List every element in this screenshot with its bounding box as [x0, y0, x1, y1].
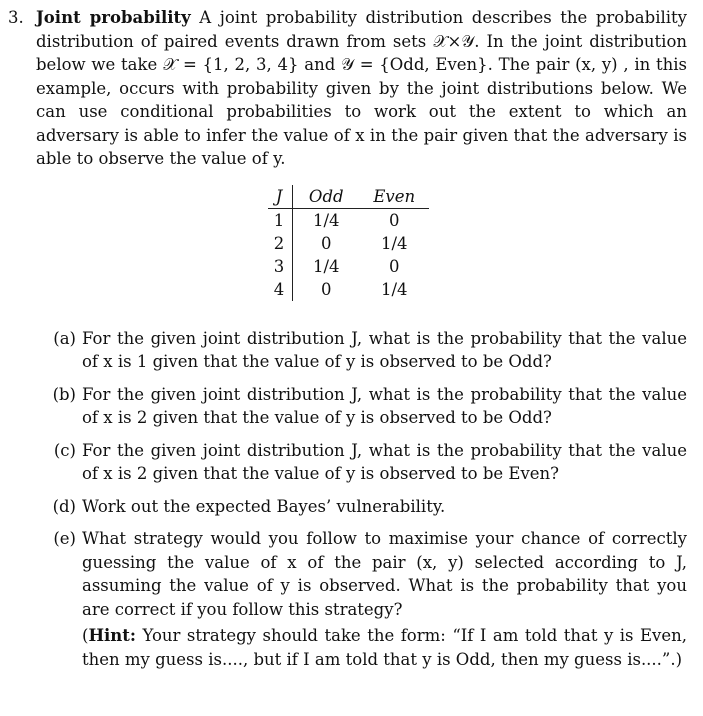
joint-distribution-table: [268, 185, 430, 301]
part-text: For the given joint distribution J, what is the probability that the value of x is 1 given that the value of y is observed to be Odd?: [82, 328, 687, 371]
joint-table-wrap: [36, 185, 687, 301]
row-x: 2: [268, 232, 293, 255]
cell-even: 1/4: [380, 233, 408, 253]
problem-title: Joint probability: [36, 8, 191, 27]
cell-even: 0: [389, 256, 400, 276]
part-a: [36, 327, 687, 374]
part-text: For the given joint distribution J, what is the probability that the value of x is 2 given that the value of y is observed to be Odd?: [82, 384, 687, 427]
row-x: 1: [268, 208, 293, 232]
part-label: (b): [52, 384, 76, 404]
cell-odd: 0: [321, 279, 332, 299]
hint-open: (: [82, 626, 89, 645]
part-text: Work out the expected Bayes’ vulnerability.: [82, 496, 446, 516]
table-row: [268, 255, 430, 278]
table-corner: J: [268, 185, 293, 209]
question-parts: [36, 327, 687, 672]
hint-text: Your strategy should take the form: “If I am told that y is Even, then my guess is...., but if I am told that y is Odd, then my guess is....”.): [82, 626, 687, 669]
problem-intro: [36, 6, 687, 171]
cell-odd: 0: [321, 233, 332, 253]
table-row: [268, 232, 430, 255]
problem-body: [36, 6, 687, 680]
part-b: [36, 383, 687, 430]
column-header-even: Even: [359, 185, 429, 209]
problem-intro-text: A joint probability distribution describes the probability distribution of paired events drawn from sets 𝒳×𝒴. In the joint distribution below we take 𝒳 = {1, 2, 3, 4} and 𝒴 = {Odd, Even}. The pair (x, y) , in this example, occurs with probability given by the joint distributions below. We can use conditional probabilities to work out the extent to which an adversary is able to infer the value of x in the pair given that the adversary is able to observe the value of y.: [36, 8, 687, 168]
row-x: 3: [268, 255, 293, 278]
table-header-row: [268, 185, 430, 209]
hint: [82, 624, 687, 671]
problem: [8, 6, 687, 680]
part-text: [82, 527, 687, 671]
part-label: (a): [53, 328, 76, 348]
part-c: [36, 439, 687, 486]
cell-even: 0: [389, 210, 400, 230]
table-row: [268, 278, 430, 301]
cell-even: 1/4: [380, 279, 408, 299]
part-e: [36, 527, 687, 671]
problem-number: 3.: [8, 8, 24, 27]
row-x: 4: [268, 278, 293, 301]
part-e-question: What strategy would you follow to maximise your chance of correctly guessing the value of x of the pair (x, y) selected according to J, assuming the value of y is observed. What is the probability that you are correct if you follow this strategy?: [82, 529, 687, 619]
column-header-odd: Odd: [293, 185, 360, 209]
table-row: [268, 208, 430, 232]
cell-odd: 1/4: [312, 256, 340, 276]
part-label: (c): [53, 440, 76, 460]
hint-label: Hint:: [88, 626, 137, 645]
cell-odd: 1/4: [312, 210, 340, 230]
part-d: [36, 495, 687, 519]
part-text: For the given joint distribution J, what is the probability that the value of x is 2 given that the value of y is observed to be Even?: [82, 440, 687, 483]
part-label: (d): [52, 496, 76, 516]
part-label: (e): [53, 529, 76, 548]
